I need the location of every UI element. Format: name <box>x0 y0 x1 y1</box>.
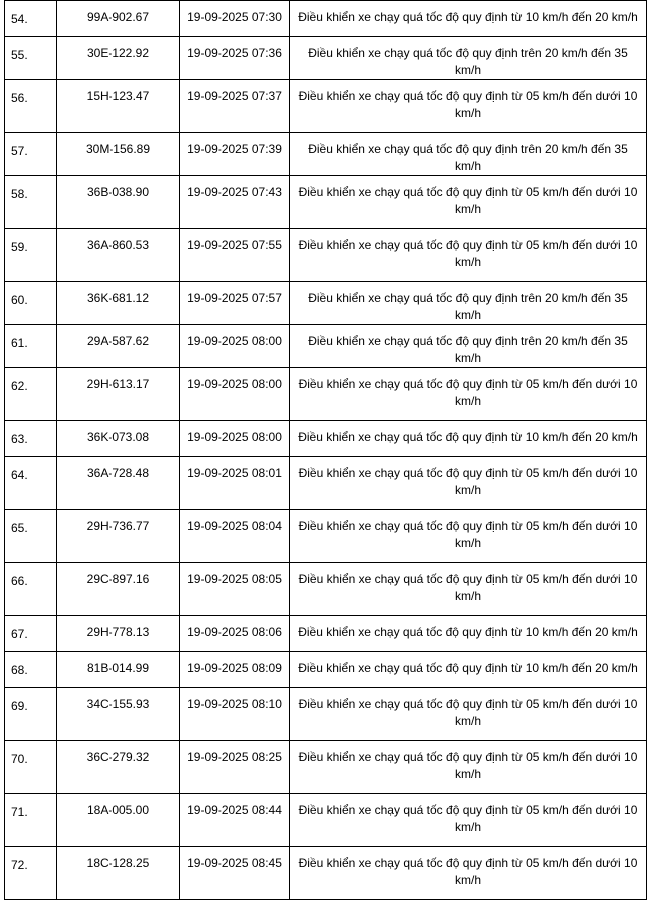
violation-description: Điều khiển xe chạy quá tốc độ quy định từ 05 km/h đến dưới 10 km/h <box>290 741 647 794</box>
license-plate: 29C-897.16 <box>57 563 180 616</box>
row-index: 60. <box>5 282 57 325</box>
violation-time: 19-09-2025 08:00 <box>180 421 290 457</box>
violation-description: Điều khiển xe chạy quá tốc độ quy định từ 05 km/h đến dưới 10 km/h <box>290 457 647 510</box>
row-index: 57. <box>5 133 57 176</box>
table-row <box>5 176 647 229</box>
table-row <box>5 80 647 133</box>
violation-description: Điều khiển xe chạy quá tốc độ quy định trên 20 km/h đến 35 km/h <box>290 133 647 176</box>
license-plate: 36C-279.32 <box>57 741 180 794</box>
violation-time: 19-09-2025 08:00 <box>180 368 290 421</box>
row-index: 62. <box>5 368 57 421</box>
license-plate: 15H-123.47 <box>57 80 180 133</box>
row-index: 67. <box>5 616 57 652</box>
violation-time: 19-09-2025 08:04 <box>180 510 290 563</box>
violation-time: 19-09-2025 07:57 <box>180 282 290 325</box>
table-row <box>5 847 647 900</box>
violation-time: 19-09-2025 08:44 <box>180 794 290 847</box>
violation-time: 19-09-2025 08:00 <box>180 325 290 368</box>
row-index: 68. <box>5 652 57 688</box>
table-row <box>5 133 647 176</box>
table-row <box>5 368 647 421</box>
violation-time: 19-09-2025 07:39 <box>180 133 290 176</box>
row-index: 63. <box>5 421 57 457</box>
table-row <box>5 282 647 325</box>
violation-description: Điều khiển xe chạy quá tốc độ quy định trên 20 km/h đến 35 km/h <box>290 37 647 80</box>
violation-time: 19-09-2025 08:10 <box>180 688 290 741</box>
license-plate: 29H-778.13 <box>57 616 180 652</box>
table-row <box>5 794 647 847</box>
violation-description: Điều khiển xe chạy quá tốc độ quy định từ 05 km/h đến dưới 10 km/h <box>290 80 647 133</box>
row-index: 56. <box>5 80 57 133</box>
license-plate: 34C-155.93 <box>57 688 180 741</box>
row-index: 58. <box>5 176 57 229</box>
violation-time: 19-09-2025 08:05 <box>180 563 290 616</box>
row-index: 69. <box>5 688 57 741</box>
violation-description: Điều khiển xe chạy quá tốc độ quy định từ 10 km/h đến 20 km/h <box>290 652 647 688</box>
violation-description: Điều khiển xe chạy quá tốc độ quy định từ 05 km/h đến dưới 10 km/h <box>290 688 647 741</box>
table-row <box>5 421 647 457</box>
row-index: 54. <box>5 1 57 37</box>
violation-description: Điều khiển xe chạy quá tốc độ quy định từ 05 km/h đến dưới 10 km/h <box>290 563 647 616</box>
license-plate: 36K-073.08 <box>57 421 180 457</box>
violation-description: Điều khiển xe chạy quá tốc độ quy định từ 10 km/h đến 20 km/h <box>290 421 647 457</box>
violation-time: 19-09-2025 07:36 <box>180 37 290 80</box>
license-plate: 30M-156.89 <box>57 133 180 176</box>
violation-description: Điều khiển xe chạy quá tốc độ quy định từ 05 km/h đến dưới 10 km/h <box>290 229 647 282</box>
violation-time: 19-09-2025 08:45 <box>180 847 290 900</box>
row-index: 59. <box>5 229 57 282</box>
violation-description: Điều khiển xe chạy quá tốc độ quy định trên 20 km/h đến 35 km/h <box>290 325 647 368</box>
license-plate: 36A-728.48 <box>57 457 180 510</box>
license-plate: 29A-587.62 <box>57 325 180 368</box>
row-index: 61. <box>5 325 57 368</box>
violation-description: Điều khiển xe chạy quá tốc độ quy định từ 05 km/h đến dưới 10 km/h <box>290 510 647 563</box>
license-plate: 29H-736.77 <box>57 510 180 563</box>
license-plate: 29H-613.17 <box>57 368 180 421</box>
violation-description: Điều khiển xe chạy quá tốc độ quy định từ 10 km/h đến 20 km/h <box>290 1 647 37</box>
violation-time: 19-09-2025 08:25 <box>180 741 290 794</box>
table-row <box>5 563 647 616</box>
table-row <box>5 688 647 741</box>
violation-description: Điều khiển xe chạy quá tốc độ quy định trên 20 km/h đến 35 km/h <box>290 282 647 325</box>
license-plate: 18A-005.00 <box>57 794 180 847</box>
license-plate: 36K-681.12 <box>57 282 180 325</box>
license-plate: 30E-122.92 <box>57 37 180 80</box>
license-plate: 36B-038.90 <box>57 176 180 229</box>
table-row <box>5 510 647 563</box>
row-index: 71. <box>5 794 57 847</box>
row-index: 55. <box>5 37 57 80</box>
table-row <box>5 652 647 688</box>
table-row <box>5 325 647 368</box>
table-row <box>5 1 647 37</box>
row-index: 72. <box>5 847 57 900</box>
table-row <box>5 616 647 652</box>
table-row <box>5 457 647 510</box>
license-plate: 36A-860.53 <box>57 229 180 282</box>
violation-description: Điều khiển xe chạy quá tốc độ quy định từ 05 km/h đến dưới 10 km/h <box>290 794 647 847</box>
violations-table-body <box>5 1 647 900</box>
violations-table <box>4 0 647 900</box>
license-plate: 99A-902.67 <box>57 1 180 37</box>
violation-time: 19-09-2025 07:30 <box>180 1 290 37</box>
row-index: 65. <box>5 510 57 563</box>
violation-time: 19-09-2025 07:55 <box>180 229 290 282</box>
violation-time: 19-09-2025 08:09 <box>180 652 290 688</box>
table-row <box>5 37 647 80</box>
license-plate: 18C-128.25 <box>57 847 180 900</box>
table-row <box>5 229 647 282</box>
row-index: 70. <box>5 741 57 794</box>
violation-description: Điều khiển xe chạy quá tốc độ quy định từ 10 km/h đến 20 km/h <box>290 616 647 652</box>
violation-time: 19-09-2025 08:06 <box>180 616 290 652</box>
violation-time: 19-09-2025 07:43 <box>180 176 290 229</box>
row-index: 64. <box>5 457 57 510</box>
violation-time: 19-09-2025 08:01 <box>180 457 290 510</box>
row-index: 66. <box>5 563 57 616</box>
violation-description: Điều khiển xe chạy quá tốc độ quy định từ 05 km/h đến dưới 10 km/h <box>290 176 647 229</box>
violation-description: Điều khiển xe chạy quá tốc độ quy định từ 05 km/h đến dưới 10 km/h <box>290 847 647 900</box>
table-row <box>5 741 647 794</box>
violation-description: Điều khiển xe chạy quá tốc độ quy định từ 05 km/h đến dưới 10 km/h <box>290 368 647 421</box>
license-plate: 81B-014.99 <box>57 652 180 688</box>
violation-time: 19-09-2025 07:37 <box>180 80 290 133</box>
